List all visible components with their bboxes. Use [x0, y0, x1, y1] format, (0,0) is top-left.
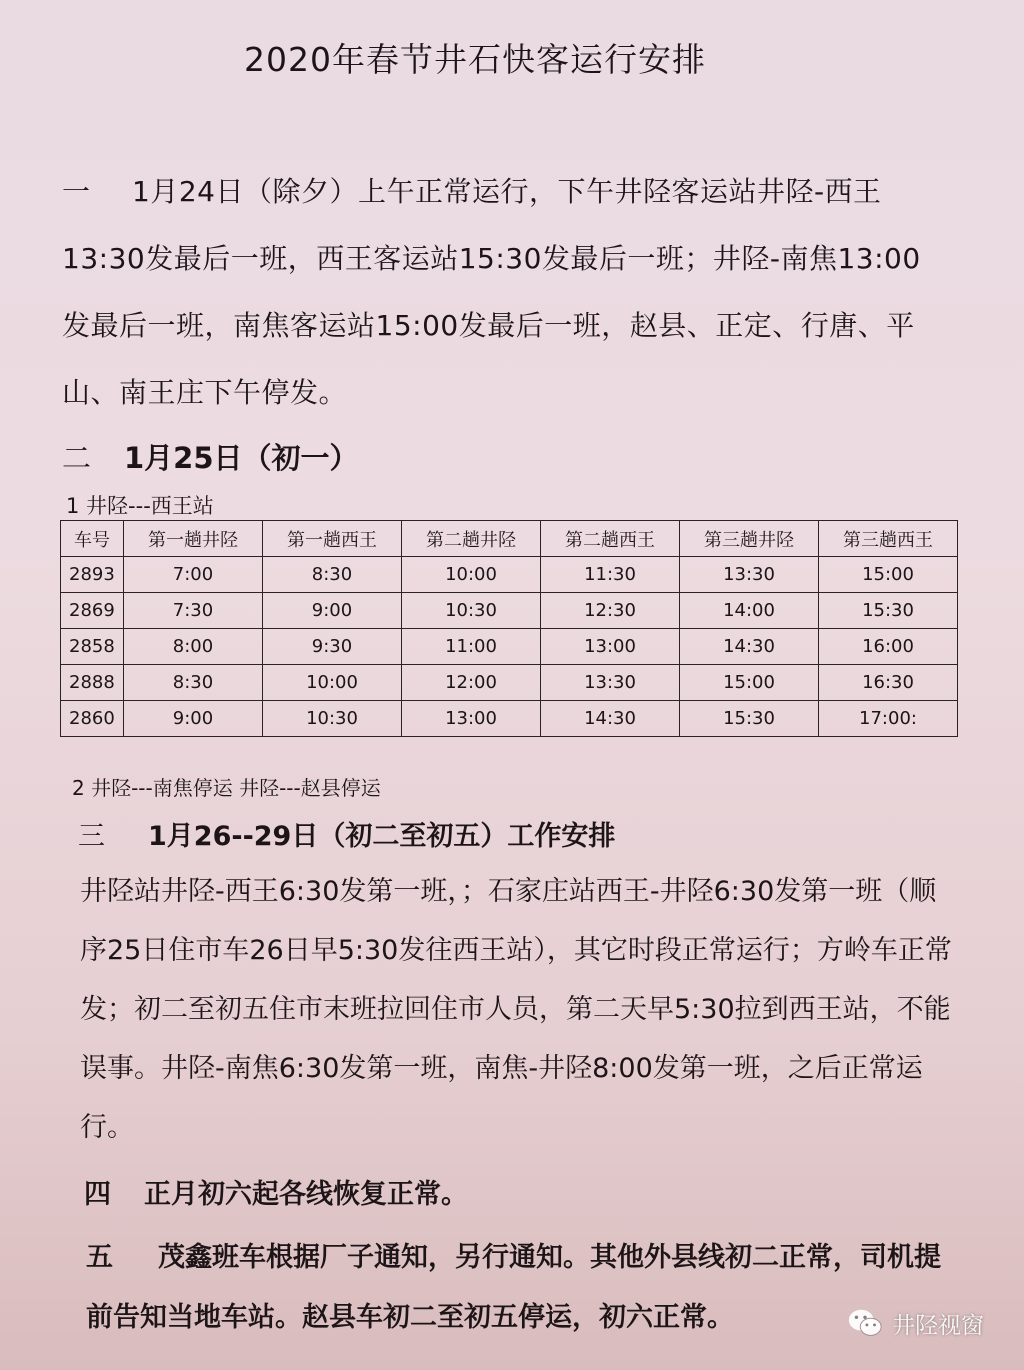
table-cell-car-number: 2869 [61, 593, 124, 629]
table-header-cell: 第三趟井陉 [680, 521, 819, 557]
table-header-cell: 第二趟西王 [541, 521, 680, 557]
table-row [61, 665, 958, 701]
table-cell: 14:30 [541, 701, 680, 737]
table-cell: 15:30 [819, 593, 958, 629]
table-cell: 16:00 [819, 629, 958, 665]
watermark [846, 1300, 984, 1346]
section-4-text: 正月初六起各线恢复正常。 [144, 1179, 468, 1210]
table-header-cell: 第二趟井陉 [402, 521, 541, 557]
section-3-heading [78, 814, 615, 853]
table-cell: 12:00 [402, 665, 541, 701]
page-title: 2020年春节井石快客运行安排 [244, 40, 706, 79]
section-1 [62, 158, 942, 426]
table-cell: 9:30 [263, 629, 402, 665]
table-cell: 9:00 [263, 593, 402, 629]
wechat-icon [846, 1304, 884, 1342]
table-cell: 10:00 [402, 557, 541, 593]
table-cell-car-number: 2860 [61, 701, 124, 737]
section-4 [84, 1172, 468, 1211]
table-cell: 10:30 [402, 593, 541, 629]
table-cell: 9:00 [124, 701, 263, 737]
section-3-number: 三 [78, 821, 105, 852]
section-1-number: 一 [62, 175, 91, 208]
table-row [61, 593, 958, 629]
section-3-heading-text: 1月26--29日（初二至初五）工作安排 [148, 821, 616, 852]
table-cell: 8:30 [124, 665, 263, 701]
table-cell: 15:30 [680, 701, 819, 737]
section-5-text: 茂鑫班车根据厂子通知，另行通知。其他外县线初二正常，司机提前告知当地车站。赵县车初二至初五停运，初六正常。 [86, 1242, 941, 1333]
table-cell: 8:30 [263, 557, 402, 593]
section-2-heading-text: 1月25日（初一） [124, 441, 359, 475]
watermark-label: 井陉视窗 [892, 1312, 984, 1339]
table-cell: 10:00 [263, 665, 402, 701]
table-header-row [61, 521, 958, 557]
table-cell: 11:00 [402, 629, 541, 665]
section-2-heading [62, 436, 359, 477]
table-row [61, 557, 958, 593]
section-3-text: 井陉站井陉-西王6:30发第一班，；石家庄站西王-井陉6:30发第一班（顺序25日住市车26日早5:30发往西王站），其它时段正常运行；方岭车正常发；初二至初五住市末班拉回住市人员，第二天早5:30拉到西王站，不能误事。井陉-南焦6:30发第一班，南焦-井陉8:00发第一班，之后正常运行。 [80, 876, 952, 1143]
table-cell-car-number: 2858 [61, 629, 124, 665]
table-row [61, 629, 958, 665]
table-cell-car-number: 2888 [61, 665, 124, 701]
section-5-number: 五 [86, 1242, 113, 1273]
section-4-number: 四 [84, 1179, 111, 1210]
table-cell: 10:30 [263, 701, 402, 737]
table-header-cell: 第一趟井陉 [124, 521, 263, 557]
table-row [61, 701, 958, 737]
table-cell: 7:30 [124, 593, 263, 629]
table-cell: 14:00 [680, 593, 819, 629]
table-header-cell: 第三趟西王 [819, 521, 958, 557]
table-cell: 13:30 [541, 665, 680, 701]
table-cell: 17:00: [819, 701, 958, 737]
section-1-text: 1月24日（除夕）上午正常运行，下午井陉客运站井陉-西王13:30发最后一班，西王客运站15:30发最后一班；井陉-南焦13:00发最后一班，南焦客运站15:00发最后一班，赵县、正定、行唐、平山、南王庄下午停发。 [62, 175, 921, 409]
table-cell: 14:30 [680, 629, 819, 665]
table-cell: 16:30 [819, 665, 958, 701]
suspended-routes-note: 2 井陉---南焦停运 井陉---赵县停运 [72, 776, 381, 800]
table-cell: 15:00 [819, 557, 958, 593]
table-cell: 12:30 [541, 593, 680, 629]
table-cell: 8:00 [124, 629, 263, 665]
table-cell-car-number: 2893 [61, 557, 124, 593]
table-cell: 7:00 [124, 557, 263, 593]
table-header-cell: 车号 [61, 521, 124, 557]
table-cell: 15:00 [680, 665, 819, 701]
table-cell: 11:30 [541, 557, 680, 593]
route-jingxing-xiwang-label: 1 井陉---西王站 [66, 494, 214, 518]
table-header-cell: 第一趟西王 [263, 521, 402, 557]
schedule-table [60, 520, 958, 737]
table-cell: 13:00 [541, 629, 680, 665]
table-cell: 13:00 [402, 701, 541, 737]
section-5 [86, 1228, 966, 1348]
table-cell: 13:30 [680, 557, 819, 593]
section-2-number: 二 [62, 441, 92, 475]
